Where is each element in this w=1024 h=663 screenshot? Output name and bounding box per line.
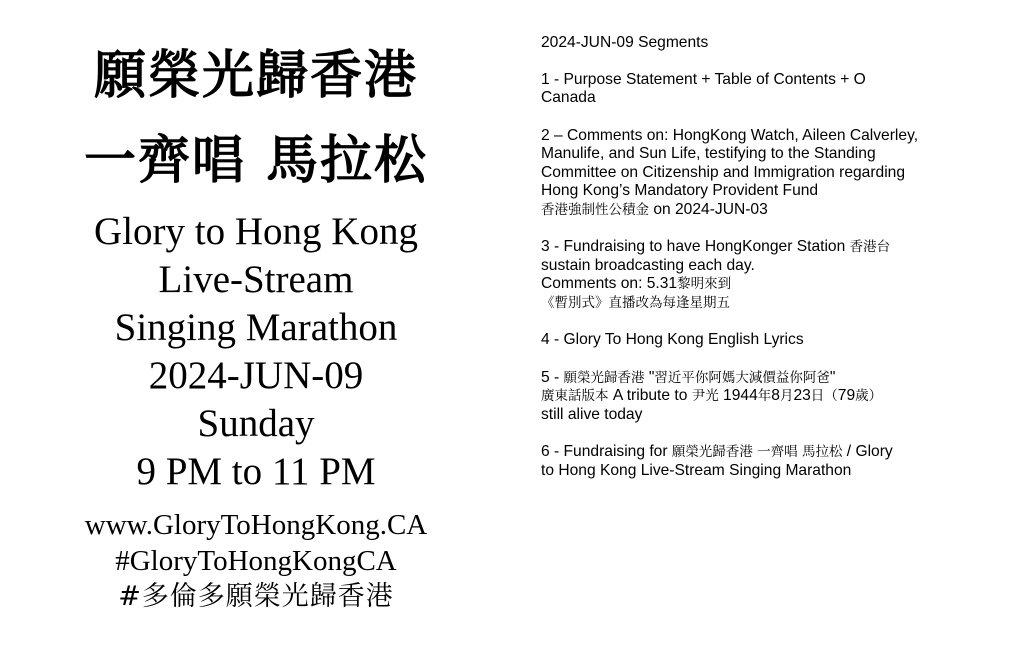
segment-2-line: Manulife, and Sun Life, testifying to the Standing bbox=[541, 145, 876, 162]
segment-5-text: 5 - bbox=[541, 368, 564, 386]
segment-3-line: sustain broadcasting each day. bbox=[541, 256, 755, 274]
segment-5-text: 1944 bbox=[718, 387, 758, 404]
segment-5-cjk-text: 月 bbox=[779, 388, 794, 404]
segment-2-line bbox=[541, 201, 1001, 220]
segment-3-text: 3 - Fundraising to have HongKonger Station bbox=[541, 238, 850, 255]
segment-6-cjk-text: 願榮光歸香港 一齊唱 馬拉松 bbox=[671, 444, 843, 460]
segments-heading: 2024-JUN-09 Segments bbox=[541, 34, 709, 51]
segment-3-cjk-text: 香港台 bbox=[849, 239, 891, 255]
segment-3-line: 《暫別式》直播改為每逢星期五 bbox=[541, 294, 730, 311]
segment-2 bbox=[541, 127, 1001, 220]
segment-5-cjk-text: 習近平你阿媽大減價益你阿爸 bbox=[654, 369, 830, 386]
event-subtitle-marathon: Singing Marathon bbox=[114, 306, 398, 349]
segment-5-cjk-text: 年 bbox=[757, 388, 772, 404]
segment-5-cjk-text: 願榮光歸香港 bbox=[563, 369, 645, 386]
segment-6-line: to Hong Kong Live-Stream Singing Marathon bbox=[541, 461, 852, 479]
segment-5-cjk-text: 尹光 bbox=[691, 388, 719, 404]
segment-3-line bbox=[541, 238, 1001, 257]
segment-6-text: 6 - Fundraising for bbox=[541, 443, 672, 460]
segment-5-cjk-text: 日（ bbox=[810, 388, 838, 404]
segment-5 bbox=[541, 369, 1001, 425]
segment-5-text: 79 bbox=[837, 387, 856, 404]
segment-3-text: Comments on: 5.31 bbox=[541, 275, 678, 292]
title-cjk-line1: 願榮光歸香港 bbox=[93, 45, 418, 106]
event-weekday: Sunday bbox=[197, 402, 315, 445]
segment-5-line bbox=[541, 369, 1001, 388]
segment-6-text: / Glory bbox=[842, 443, 893, 460]
segment-2-line: Hong Kong’s Mandatory Provident Fund bbox=[541, 182, 819, 199]
event-details bbox=[0, 208, 512, 496]
segment-6 bbox=[541, 443, 1001, 480]
segment-2-line: 2 – Comments on: HongKong Watch, Aileen Calverley, bbox=[541, 126, 919, 144]
segment-5-text: " bbox=[644, 368, 655, 386]
event-subtitle-livestream: Live-Stream bbox=[158, 258, 354, 301]
segment-5-line bbox=[541, 387, 1001, 406]
segment-3 bbox=[541, 238, 1001, 312]
segment-2-text: on 2024-JUN-03 bbox=[649, 200, 768, 218]
website-url: www.GloryToHongKong.CA bbox=[84, 509, 428, 541]
segment-5-line: still alive today bbox=[541, 405, 643, 423]
segment-4-line: 4 - Glory To Hong Kong English Lyrics bbox=[541, 331, 804, 348]
segment-4 bbox=[541, 331, 1001, 350]
segment-1-line: Canada bbox=[541, 89, 596, 106]
hashtag-chinese: #多倫多願榮光歸香港 bbox=[118, 581, 394, 612]
segment-5-cjk-text: 廣東話版本 bbox=[541, 388, 609, 404]
segment-1-line: 1 - Purpose Statement + Table of Contents + O bbox=[541, 70, 866, 88]
segment-5-text: " bbox=[829, 368, 836, 386]
segments-list bbox=[541, 34, 1001, 499]
event-date: 2024-JUN-09 bbox=[148, 354, 364, 397]
segment-5-text: 8 bbox=[771, 387, 780, 404]
segment-2-cjk-text: 香港強制性公積金 bbox=[541, 201, 649, 218]
segment-2-line: Committee on Citizenship and Immigration regarding bbox=[541, 163, 906, 181]
segment-5-cjk-text: 歲） bbox=[855, 388, 883, 404]
segment-5-text: A tribute to bbox=[608, 387, 692, 404]
segment-1 bbox=[541, 71, 1001, 108]
hashtag-english: #GloryToHongKongCA bbox=[115, 545, 397, 577]
segment-5-text: 23 bbox=[793, 387, 811, 404]
links-block bbox=[0, 507, 512, 615]
event-time: 9 PM to 11 PM bbox=[136, 450, 376, 493]
segment-6-line bbox=[541, 443, 1001, 462]
segment-3-line bbox=[541, 275, 1001, 294]
event-title: Glory to Hong Kong bbox=[94, 210, 418, 253]
segment-3-cjk-text: 黎明來到 bbox=[677, 276, 732, 292]
title-cjk-line2: 一齊唱 馬拉松 bbox=[83, 130, 429, 191]
